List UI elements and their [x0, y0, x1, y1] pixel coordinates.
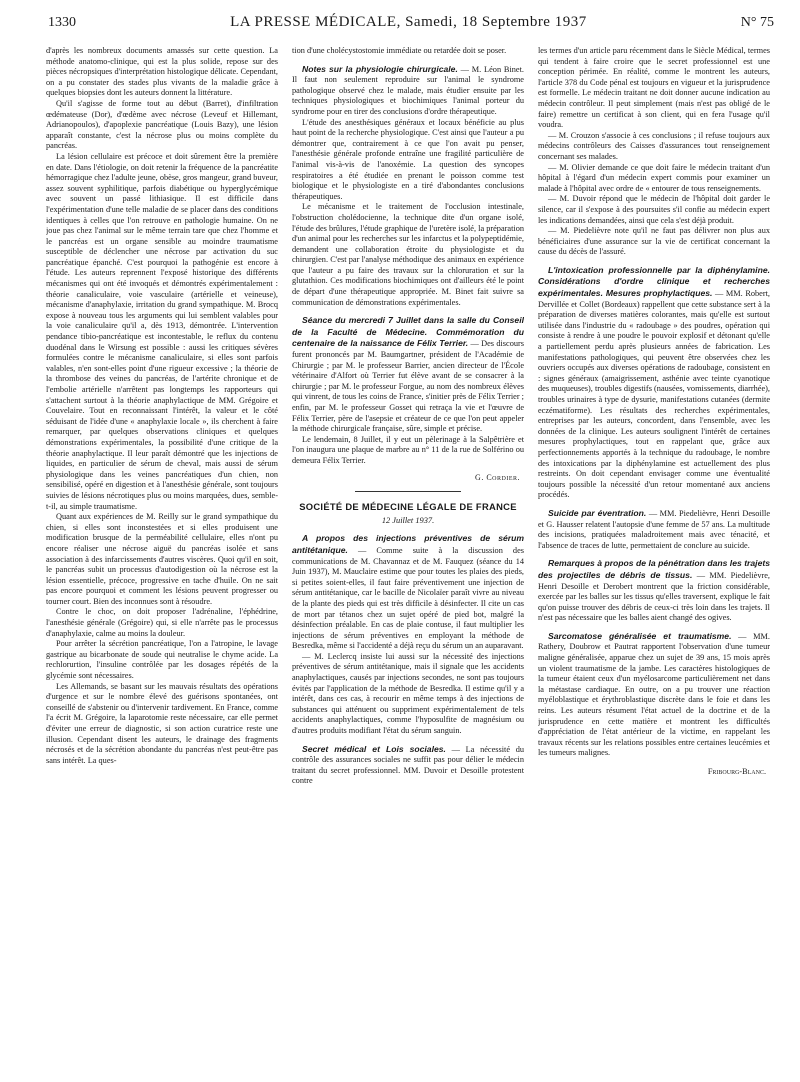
column-3	[538, 46, 770, 1066]
paragraph: les termes d'un article paru récemment dans le Siècle Médical, termes qui tendent à faire croire que le secret professionnel est une conception périmée. En réalité, comme le montrent les auteurs, l'article 378 du Code pénal est toujours en vigueur et la jurisprudence est formelle. Le médecin traitant ne doit donner aucune indication au médecin contrôleur. Il peut simplement (mais n'est pas obligé de le faire) remettre un certificat à son client, qui en fera l'usage qu'il voudra.	[538, 46, 770, 130]
journal-title: LA PRESSE MÉDICALE, Samedi, 18 Septembre 1937	[230, 14, 587, 30]
author-lead: — M. Léon Binet.	[460, 64, 524, 74]
section-seance	[292, 315, 524, 483]
section-sarcomatose	[538, 631, 770, 759]
paragraph: La lésion cellulaire est précoce et doit sûrement être la première en date. Dans l'étiologie, on doit retenir la fréquence de la pancréatite hémorragique chez l'adulte jeune, obèse, gros mangeur, grand buveur, assez souvent syphilitique, parfois diabétique ou hyperglycémique avec souvent un passé lithiasique. Il est difficile dans l'expérimentation d'une telle maladie de se placer dans des conditions identiques à celles que l'on retrouve en pathologie humaine. On ne joue pas chez l'animal sur le même terrain tare que chez l'homme et le pancréas est un organe sensible au moindre traumatisme susceptible de déclencher une nécrose par activation du suc pancréatique épanché. C'est pourquoi la pathogénie est encore à l'étude. Les auteurs reprennent l'exposé historique des différents mécanismes qui ont été invoqués et démontrés expérimentalement : théorie canaliculaire, voie vasculaire (artérielle et veineuse), mécanisme d'anaphylaxie, irritation du grand sympathique. M. Brocq expose à nouveau tous les arguments qui lui semblent valables pour la voie canaliculaire qu'il a, dès 1913, démontrée. L'intervention pendance tibio-pancréatique est incontestable, le reflux du contenu duodénal dans le Wirsung est possible : aussi les critiques sévères formulées contre le mécanisme canaliculaire, si elles sont parfois valables, n'en sont-elles point d'une rigueur excessive ; la théorie de la thrombose des veines du pancréas, de l'artérite chronique et de l'embolie artérielle n'arrêtent pas longtemps les rapporteurs qui s'attachent surtout à la théorie anaphylactique de MM. Grégoire et Couvelaire. Tout en reconnaissant l'intérêt, la valeur et le côté séduisant de l'idée d'une « anaphylaxie locale », ils cherchent à faire remarquer, par quelques observations cliniques et quelques démonstrations expérimentales, la possibilité d'une critique de la théorie anaphylactique. Il leur paraît démontré que les injections de liquides, en particulier de sérum de cheval, mais aussi de sérum physiologique dans les veines pancréatiques d'un chien, non sensibilisé, opéré en digestion et à l'anesthésie générale, sont toujours suivies de lésions nécrotiques plus ou moins marquées, dues, semble-t-il, au simple traumatisme.	[46, 151, 278, 511]
section-physiologie	[292, 64, 524, 309]
section-secret	[292, 744, 524, 787]
paragraph: — MM. Piedelièvre, Henri Desoille et Derobert montrent que la friction considérable, exercée par les balles sur les tissus qu'elles traversent, explique le fait qu'on puisse trouver des débris de ceux-ci très loin dans les trajets. Il n'est pas nécessaire que les balles aient changé des ogives.	[538, 570, 770, 623]
page-number: 1330	[48, 15, 76, 30]
paragraph: Les Allemands, se basant sur les mauvais résultats des opérations d'urgence et sur le nombre élevé des guérisons spontanées, ont conseillé de s'abstenir ou d'intervenir tardivement. En France, comme l'a écrit M. Grégoire, la laparotomie reste nécessaire, car elle permet d'éviter une erreur de diagnostic, si son action curatrice reste une illusion. Cependant disent les auteurs, le drainage des fragments nécrosés et de la sécrétion abondante du pancréas n'est peut-être pas sans intérêt. La ques-	[46, 681, 278, 765]
paragraph: — M. Crouzon s'associe à ces conclusions ; il refuse toujours aux médecins contrôleurs des Caisses d'assurances tout renseignement concernant ses malades.	[538, 130, 770, 161]
section-heading: L'intoxication professionnelle par la diphénylamine. Considérations d'ordre clinique et recherches expérimentales. Mesures prophylactiques.	[538, 264, 770, 299]
column-1	[46, 46, 278, 1066]
paragraph: d'après les nombreux documents amassés sur cette question. La méthode anatomo-clinique, qui est la plus solide, repose sur des pièces nécropsiques d'interprétation histologique délicate. Cependant, on a pu constater des stades plus vivants de la maladie grâce à quelques biopsies dont les auteurs donnent la littérature.	[46, 46, 278, 98]
paragraph: Le lendemain, 8 Juillet, il y eut un pèlerinage à la Salpêtrière et l'on inaugura une plaque de marbre au n° 11 de la rue de Solférino ou demeura Félix Terrier.	[292, 434, 524, 465]
issue-number: N° 75	[740, 15, 774, 30]
paragraph: — M. Olivier demande ce que doit faire le médecin traitant d'un hôpital à l'égard d'un médecin expert commis pour examiner un malade à l'hôpital avec ordre de « entourer de tous renseignements.	[538, 162, 770, 193]
paragraph: — M. Leclercq insiste lui aussi sur la nécessité des injections préventives de sérum antitétanique, mais il signale que les accidents anaphylactiques, causés par injections secondes, ne sont pas toujours évités par l'application de la méthode de Besredka. Il estime qu'il y a intérêt, dans ces cas, à recourir en même temps à des injections de substances qui atténuent ou suppriment expérimentalement de tels accidents anaphylactiques, comme l'hyposulfite de magnésium ou d'autres produits modifiant l'état du sérum sanguin.	[292, 651, 524, 736]
paragraph: — MM. Rathery, Doubrow et Pautrat rapportent l'observation d'une tumeur maligne généralisée, apparue chez un sujet de 39 ans, 15 mois après un violent traumatisme de la jambe. Les caractères histologiques de la tumeur étaient ceux d'un myélosarcome particulièrement net dans la métastase cardiaque. En outre, on a pu trouver une réaction myéloblastique et érythroblastique discrète dans le foie et dans les reins. Les auteurs résument l'état actuel de la doctrine et de la jurisprudence en cette matière et montrent les difficultés d'appréciation de l'état antérieur de la victime, en rappelant les travaux récents sur les relations possibles entre certaines leucémies et les tumeurs malignes.	[538, 631, 770, 758]
paragraph: — MM. Robert, Dervillée et Collet (Bordeaux) rappellent que cette substance sert à la préparation de diverses matières colorantes, mais qu'elle est surtout utilisée dans l'industrie du « radoubage » des poudres, opération qui consiste à rendre à une poudre le pouvoir explosif et détonant qu'elle a partiellement perdu après plusieurs années de fabrication. Les manifestations pathologiques, qui peuvent être observées chez les ouvriers occupés aux diverses opérations de radoubage, consistent en : signes généraux (amaigrissement, asthénie avec teinte cyanotique des muqueuses), troubles digestifs (nausées, vomissements, diarrhée), troubles urinaires à type de dysurie, manifestations cutanées (dermite eczématiforme). Les résultats des recherches expérimentales, entreprises par les auteurs, concordent, dans l'ensemble, avec les données de la clinique. Les auteurs soulignent l'intérêt de certaines mesures prophylactiques, tout en rappelant que, grâce aux perfectionnements apportés à la technique du radoubage, le nombre des intoxications par la diphénylamine est actuellement des plus restreints. On doit cependant envisager comme une éventualité toujours possible la nécessité d'un retour momentané aux anciens procédés.	[538, 289, 770, 500]
signature: G. Cordier.	[475, 472, 520, 482]
divider	[355, 491, 462, 492]
paragraph: Il faut non seulement reproduire sur l'animal le syndrome pathologique observé chez le malade, mais étudier ensuite par les techniques physiologiques et biochimiques l'animal porteur du syndrome pour en tirer des conclusions d'ordre thérapeutique.	[292, 75, 524, 116]
running-head	[38, 14, 778, 36]
section-injections	[292, 533, 524, 736]
paragraph: — Des discours furent prononcés par M. Baumgartner, président de l'Académie de Chirurgie ; par M. le professeur Barrier, ancien directeur de l'École vétérinaire d'Alfort où Terrier fut élève avant de se consacrer à la chirurgie ; par M. le professeur Forgue, au nom des nombreux élèves qui vinrent, de tous les coins de France, s'initier près de Félix Terrier ; enfin, par M. le professeur Gosset qui retraça la vie et l'œuvre de Félix Terrier, père de l'asepsie et créateur de ce que l'on peut appeler la méthode chirurgicale française, sûre, simple et précise.	[292, 339, 524, 434]
section-heading: Séance du mercredi 7 Juillet dans la salle du Conseil de la Faculté de Médecine. Commémoration du centenaire de la naissance de Félix Terrier.	[292, 315, 524, 349]
paragraph: — MM. Piedelièvre, Henri Desoille et G. Hausser relatent l'autopsie d'une femme de 57 ans. La multitude des incisions, pratiquées maladroitement mais avec ténacité, et l'absence de traces de lutte, permettaient de conclure au suicide.	[538, 508, 770, 550]
section-heading: Notes sur la physiologie chirurgicale.	[302, 63, 458, 74]
paragraph: L'étude des anesthésiques généraux et locaux bénéficie au plus haut point de la recherche physiologique. C'est ainsi que l'auteur a pu démontrer que, contrairement à ce que l'on avait pu penser, l'anesthésie générale profonde entraîne une fragilité particulière de l'animal vis-à-vis de l'anoxémie. La question des syncopes respiratoires a été étudiée en prenant le poisson comme test biologique et le physiologiste en a tiré d'abondantes conclusions thérapeutiques.	[292, 117, 524, 201]
society-date: 12 Juillet 1937.	[381, 515, 435, 525]
section-heading: Remarques à propos de la pénétration dans les trajets des projectiles de débris de tissus.	[538, 558, 770, 580]
society-title: SOCIÉTÉ DE MÉDECINE LÉGALE DE FRANCE	[299, 501, 517, 513]
column-2	[292, 46, 524, 1066]
section-heading: Sarcomatose généralisée et traumatisme.	[548, 630, 732, 641]
paragraph: Le mécanisme et le traitement de l'occlusion intestinale, l'obstruction cholédocienne, la technique dite d'un organe isolé, l'étude des brûlures, l'étude graphique de l'uretère isolé, la préparation d'un animal pour les recherches sur les infarctus et la polypeptidémie, demandent une collaboration étroite du physiologiste et du chirurgien. C'est par l'analyse méthodique des animaux en expérience que l'auteur a pu faire des travaux sur la chloruration et sur la glutathion. Ces modifications biochimiques ont d'ailleurs été le point de départ d'une thérapeutique appropriée. M. Binet fait suivre sa communication de démonstrations expérimentales.	[292, 202, 524, 307]
paragraph: Quant aux expériences de M. Reilly sur le grand sympathique du chien, si elles sont inconstestées et si elles produisent une modification brusque de la perméabilité cellulaire, elles n'ont pu encore réaliser une nécrose aiguë du pancréas isolée et sans association à des infarcissements d'autres viscères. Quoi qu'il en soit, le pancréas subit un processus d'autodigestion où la nécrose est la lésion essentielle, précoce, progressive en tache d'huile. On ne sait pas encore pourquoi et comment les lésions peuvent progresser ou tourner court. Bien des inconnues sont à résoudre.	[46, 512, 278, 606]
section-projectiles	[538, 558, 770, 624]
paragraph: — M. Duvoir répond que le médecin de l'hôpital doit garder le silence, car il s'expose à des poursuites s'il confie au médecin expert les indications demandées, ainsi que cela s'est déjà produit.	[538, 194, 770, 225]
paragraph: tion d'une cholécystostomie immédiate ou retardée doit se poser.	[292, 46, 507, 55]
section-intoxication	[538, 265, 770, 501]
paragraph: Qu'il s'agisse de forme tout au début (Barret), d'infiltration œdémateuse (Dor), d'œdème avec nécrose (Leveuf et Hillemant, Adrianopoulos), d'apoplexie pancréatique (Louis Bazy), une lésion apparaît constante, c'est la nécrose plus ou moins complète du pancréas.	[46, 98, 278, 151]
section-suicide	[538, 508, 770, 551]
section-heading: A propos des injections préventives de sérum antitétanique.	[292, 533, 524, 555]
article-columns	[46, 46, 770, 1066]
signature: Fribourg-Blanc.	[707, 767, 766, 776]
paragraph: — M. Piedelièvre note qu'il ne faut pas délivrer non plus aux bénéficiaires d'une assurance sur la vie de certificat concernant la cause du décès de l'assuré.	[538, 226, 770, 257]
paragraph: Contre le choc, on doit proposer l'adrénaline, l'éphédrine, l'anesthésie générale (Grégoire) qui, si elle n'arrête pas le processus d'anaphylaxie, calme au moins la douleur.	[46, 607, 278, 638]
section-heading: Suicide par éventration.	[548, 507, 647, 518]
paragraph: — La nécessité du contrôle des assurances sociales ne suffit pas pour délier le médecin traitant du secret professionnel. MM. Duvoir et Desoille protestent contre	[292, 744, 524, 786]
section-heading: Secret médical et Lois sociales.	[302, 743, 446, 754]
paragraph: Pour arrêter la sécrétion pancréatique, l'on a l'atropine, le lavage gastrique au bicarbonate de soude qui neutralise le chyme acide. La rechlorurtion, l'insuline contrôlée par les dosages répétés de la glycémie sont nécessaires.	[46, 639, 278, 681]
paragraph: — Comme suite à la discussion des communications de M. Chavannaz et de M. Fauquez (séance du 14 Juin 1937), M. Mauclaire estime que pour toutes les plaies des pieds, si petites soient-elles, il faut faire préventivement une injection de sérum antitétanique, car le bacille de Nicolaïer paraît vivre au niveau de la plante des pieds qui est très difficile à désinfecter. Il cite un cas de mort par tétanos chez un sujet opéré de pied bot, malgré la désinfection préalable. En cas de plaie contuse, il faut multiplier les injections de sérum préventives en employant la méthode de Besredka, même si l'accidenté a déjà reçu du sérum un an auparavant.	[292, 545, 524, 651]
